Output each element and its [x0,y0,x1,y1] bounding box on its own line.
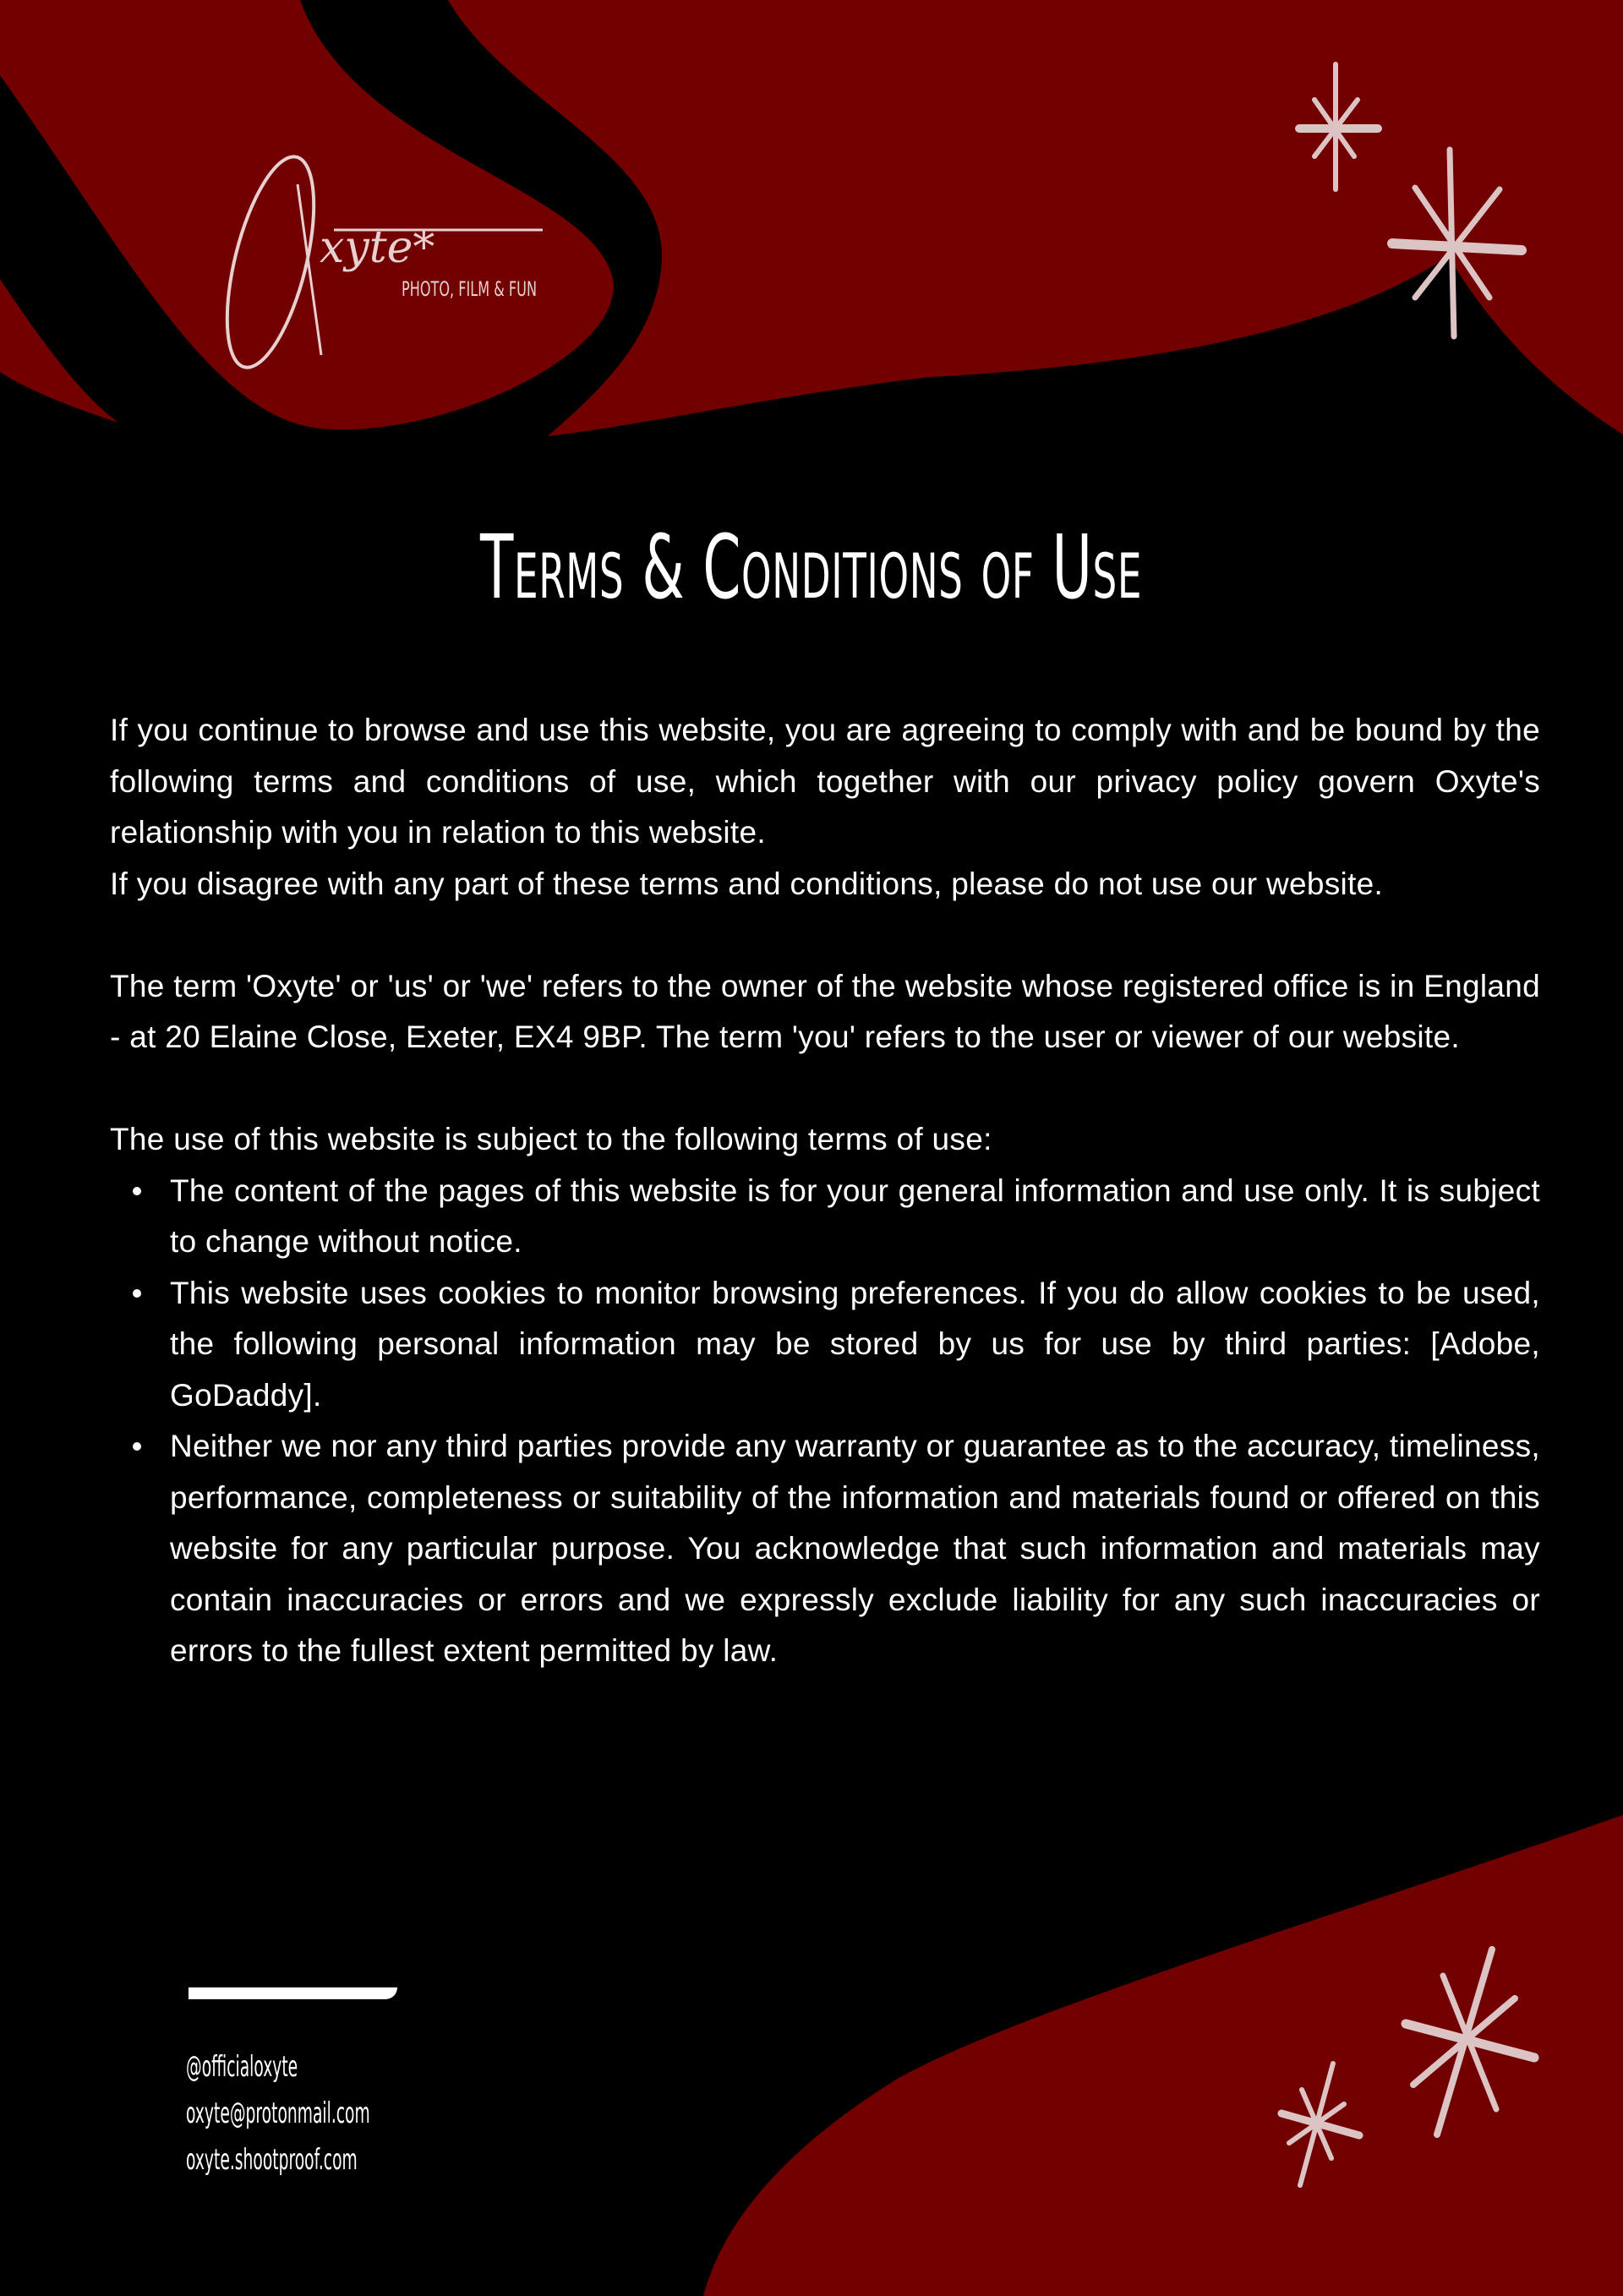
page-title-wrap [0,516,1623,619]
footer-divider [189,1987,397,1999]
intro-paragraph: If you continue to browse and use this website, you are agreeing to comply with and be bound by the following terms and conditions of use, which together with our privacy policy govern Oxyte's relationship with you in relation to this website. [110,713,1540,850]
definitions-paragraph: The term 'Oxyte' or 'us' or 'we' refers to the owner of the website whose registered office is in England - at 20 Elaine Close, Exeter, EX4 9BP. The term 'you' refers to the user or viewer of our website. [110,968,1540,1054]
left-red-sliver [0,279,118,423]
terms-body [110,705,1540,1677]
list-item: This website uses cookies to monitor browsing preferences. If you do allow cookies to be used, the following personal information may be stored by us for use by third parties: [Adobe, GoDaddy]. [170,1268,1540,1422]
list-item: The content of the pages of this website is for your general information and use only. It is subject to change without notice. [170,1166,1540,1268]
terms-list [110,1166,1540,1677]
list-item: Neither we nor any third parties provide any warranty or guarantee as to the accuracy, timeliness, performance, completeness or suitability of the information and materials found or offered on this website for any particular purpose. You acknowledge that such information and materials may contain inaccuracies or errors and we expressly exclude liability for any such inaccuracies or errors to the fullest extent permitted by law. [170,1421,1540,1677]
website-link[interactable]: oxyte.shootproof.com [186,2143,358,2177]
oxyte-logo [203,118,575,372]
instagram-link[interactable]: @officialoxyte [186,2050,298,2084]
disagree-paragraph: If you disagree with any part of these terms and conditions, please do not use our website. [110,866,1384,901]
terms-intro: The use of this website is subject to the following terms of use: [110,1122,992,1156]
svg-text:xyte*: xyte* [320,222,435,273]
logo-tagline: PHOTO, FILM & FUN [402,277,537,301]
email-link[interactable]: oxyte@protonmail.com [186,2096,370,2130]
bottom-right-red-shape [703,1815,1623,2296]
top-right-red-shape [448,0,1623,436]
page-title: Terms & Conditions of Use [480,516,1143,619]
